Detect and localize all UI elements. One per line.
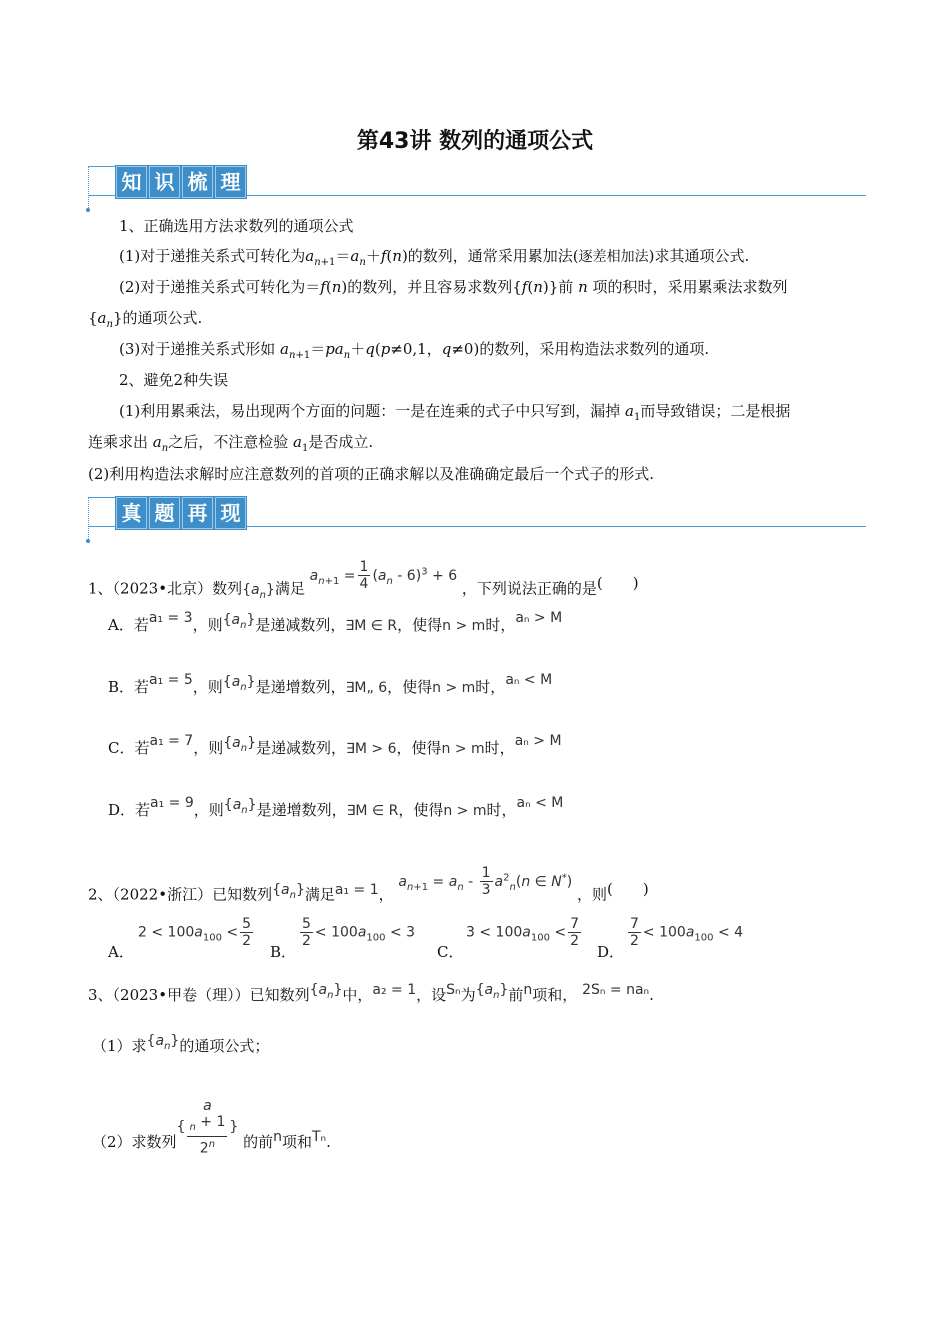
paragraph-3: (3)对于递推关系式形如 $a_{n+1}=pa_n+q(p\ne 0,1$，q≠0)的数列，采用构造法求数列的通项. xyxy=(119,340,710,361)
section-banner-exam xyxy=(88,497,866,543)
question-2-option-c-expr: $3 < 100a_{100}$ < $\frac{7}{2}$ xyxy=(466,916,580,949)
question-1-option-d: D．若a₁ = 9，则$\{a_n\}$是递增数列，∃M ∈ R，使得n > m时，aₙ < M xyxy=(108,795,564,819)
page-title: 第43讲 数列的通项公式 xyxy=(356,129,594,154)
question-2-option-c-label: C． xyxy=(437,943,464,961)
question-1-option-b: B．若a₁ = 5，则$\{a_n\}$是递增数列，∃M„ 6，使得n > m时，aₙ < M xyxy=(108,672,553,696)
banner-char: 真 xyxy=(116,497,147,529)
question-2-option-d-label: D． xyxy=(597,943,625,961)
banner-char: 现 xyxy=(215,497,246,529)
heading-mistakes: 2、避免2种失误 xyxy=(119,371,229,389)
paragraph-2: (2)对于递推关系式可转化为＝f(n)的数列，并且容易求数列{f(n)}前 n 项的积时，采用累乘法求数列 xyxy=(119,278,788,296)
banner-char: 梳 xyxy=(182,166,213,198)
paragraph-5: (2)利用构造法求解时应注意数列的首项的正确求解以及准确确定最后一个式子的形式. xyxy=(88,465,655,483)
banner-char: 识 xyxy=(149,166,180,198)
question-2-option-a-expr: $2 < 100a_{100}$ < $\frac{5}{2}$ xyxy=(138,916,252,949)
question-2-option-b-label: B． xyxy=(270,943,297,961)
question-1-option-a: A．若a₁ = 3，则$\{a_n\}$是递减数列，∃M ∈ R，使得n > m时，aₙ > M xyxy=(108,610,563,634)
question-3-stem: 3、（2023•甲卷（理））已知数列$\{a_n\}$中，a₂ = 1，设Sₙ为$\{a_n\}$前n项和， 2Sₙ = naₙ. xyxy=(88,982,654,1004)
paragraph-4: (1)利用累乘法，易出现两个方面的问题：一是在连乘的式子中只写到，漏掉 $a_1$而导致错误；二是根据 xyxy=(119,402,791,423)
paragraph-1: (1)对于递推关系式可转化为$a_{n+1}=a_n+f(n)$的数列，通常采用累加法(逐差相加法)求其通项公式. xyxy=(119,247,750,268)
question-2-option-d-expr: $\frac{7}{2}$ < $100a_{100} < 4$ xyxy=(630,916,744,949)
question-2-stem: 2、（2022•浙江）已知数列$\{a_n\}$满足a₁ = 1， $a_{n+1} = a_n$ - $\frac{1}{3}$ $a^2_n(n$ ∈ N*) ，则( ) xyxy=(88,865,649,904)
banner-char: 再 xyxy=(182,497,213,529)
question-3-part-1: （1）求$\{a_n\}$的通项公式； xyxy=(92,1033,270,1055)
question-3-part-2: （2）求数列{ a $_n$ + 1 2$^n$ } 的前n项和Tₙ. xyxy=(92,1098,331,1157)
heading-methods: 1、正确选用方法求数列的通项公式 xyxy=(119,217,354,235)
banner-char: 题 xyxy=(149,497,180,529)
question-1-stem: 1、（2023•北京）数列$\{a_n\}$满足 $a_{n+1}$ = $\frac{1}{4}$ $(a_n - 6)^3 + 6$ ，下列说法正确的是( ) xyxy=(88,559,639,601)
question-1-option-c: C．若a₁ = 7，则$\{a_n\}$是递减数列，∃M > 6，使得n > m时，aₙ > M xyxy=(108,733,562,757)
banner-char: 理 xyxy=(215,166,246,198)
banner-char: 知 xyxy=(116,166,147,198)
paragraph-2-cont: $\{a_n\}$的通项公式. xyxy=(88,309,203,330)
section-banner-knowledge xyxy=(88,166,866,212)
question-2-option-a-label: A． xyxy=(108,943,134,961)
question-2-option-b-expr: $\frac{5}{2}$ < $100a_{100} < 3$ xyxy=(302,916,416,949)
paragraph-4-cont: 连乘求出 $a_n$之后，不注意检验 $a_1$是否成立. xyxy=(88,433,374,454)
